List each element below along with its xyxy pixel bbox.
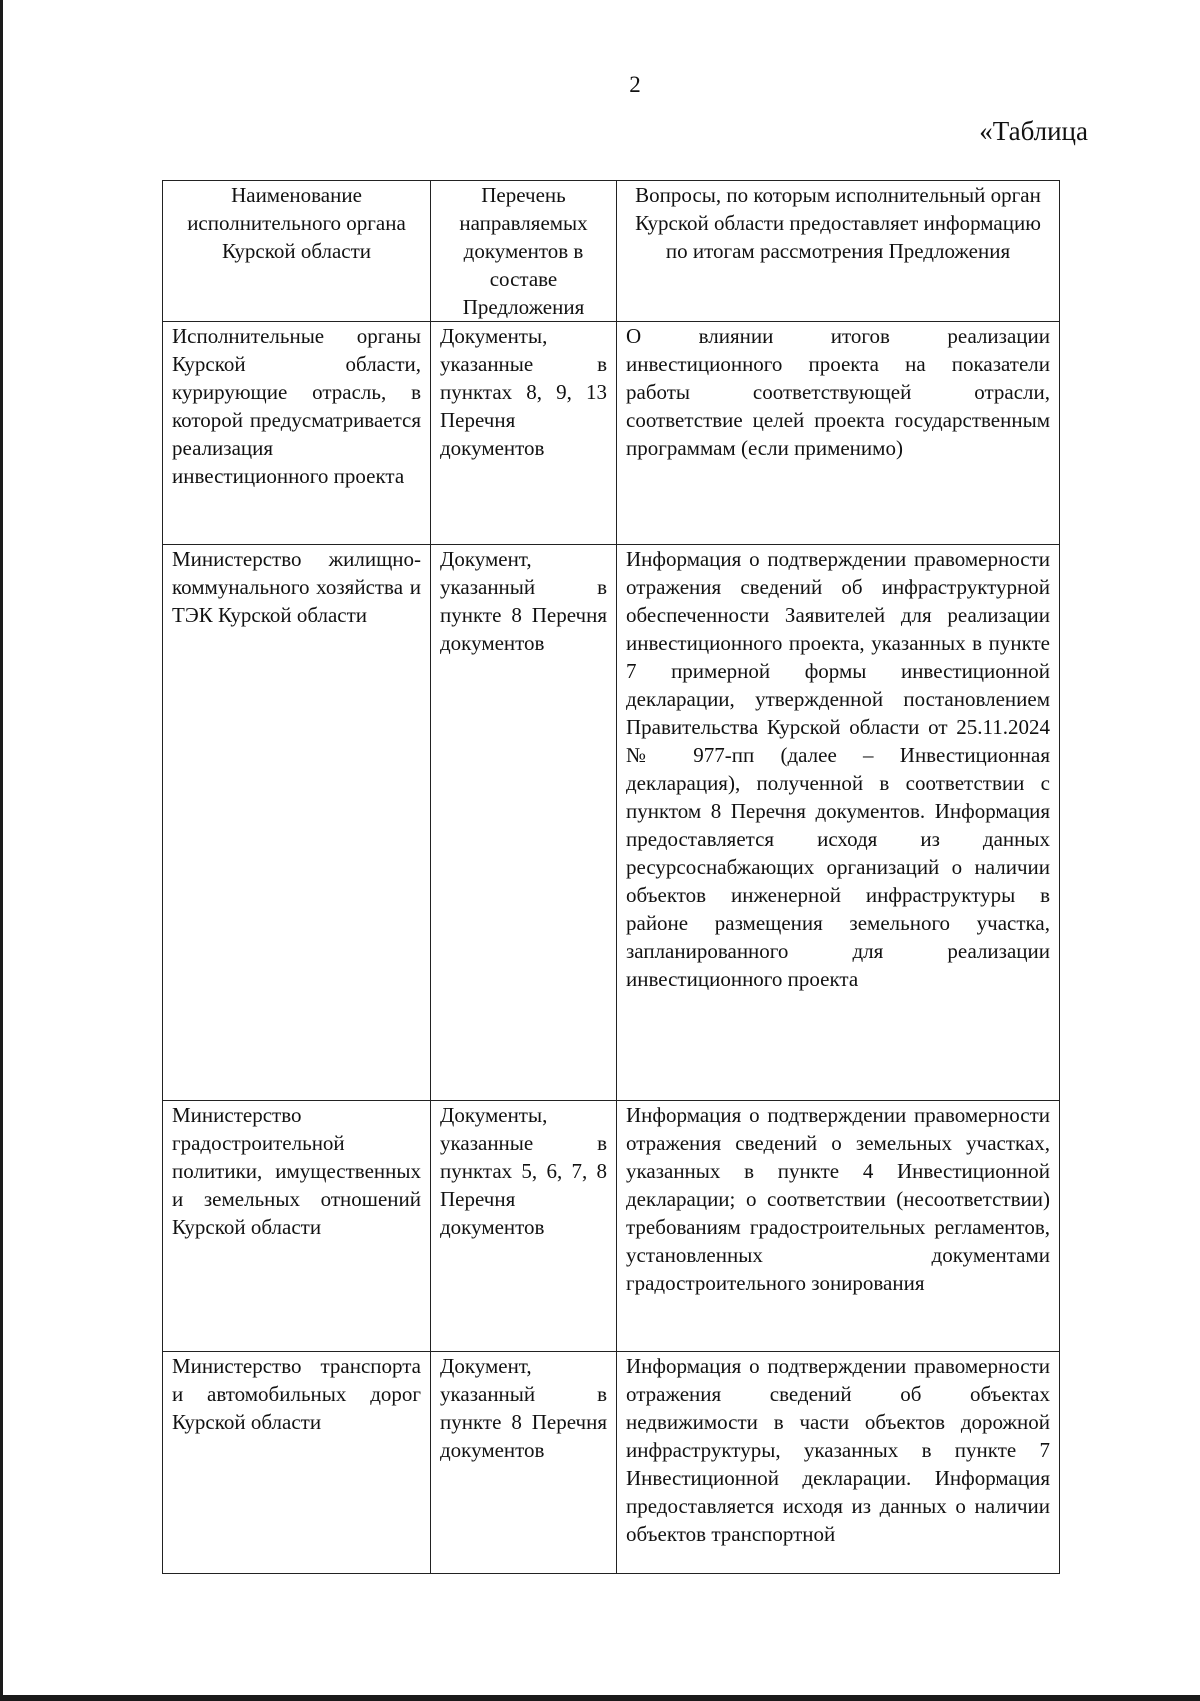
page-number: 2 bbox=[629, 72, 641, 97]
row-executive-body: Министерство транспорта и автомобильных дорог Курской области bbox=[163, 1352, 431, 1574]
row-executive-body: Исполнительные органы Курской области, курирующие отрасль, в которой предусматривается реализация инвестиционного проекта bbox=[163, 322, 431, 545]
row-documents: Документ, указанный в пункте 8 Перечня документов bbox=[431, 545, 617, 1101]
row-executive-body: Министерство жилищно-коммунального хозяйства и ТЭК Курской области bbox=[163, 545, 431, 1101]
table-row bbox=[163, 322, 1060, 545]
scan-left-edge bbox=[0, 0, 3, 1701]
header-cell-executive-body: Наименование исполнительного органа Курской области bbox=[163, 181, 431, 322]
table-row bbox=[163, 1352, 1060, 1574]
scan-bottom-edge bbox=[0, 1695, 1200, 1701]
table-row bbox=[163, 545, 1060, 1101]
header-cell-documents-list: Перечень направляемых документов в составе Предложения bbox=[431, 181, 617, 322]
row-documents: Документы, указанные в пунктах 8, 9, 13 Перечня документов bbox=[431, 322, 617, 545]
table-header-row bbox=[163, 181, 1060, 322]
row-executive-body: Министерство градостроительной политики, имущественных и земельных отношений Курской области bbox=[163, 1101, 431, 1352]
row-questions: Информация о подтверждении правомерности отражения сведений о земельных участках, указанных в пункте 4 Инвестиционной декларации; о соответствии (несоответствии) требованиям градостроительных регламентов, установленных документами градостроительного зонирования bbox=[617, 1101, 1060, 1352]
table-row bbox=[163, 1101, 1060, 1352]
table-caption: «Таблица bbox=[979, 116, 1088, 146]
row-questions: Информация о подтверждении правомерности отражения сведений об инфраструктурной обеспеченности Заявителей для реализации инвестиционного проекта, указанных в пункте 7 примерной формы инвестиционной декларации, утвержденной постановлением Правительства Курской области от 25.11.2024 № 977-пп (далее – Инвестиционная декларация), полученной в соответствии с пунктом 8 Перечня документов. Информация предоставляется исходя из данных ресурсоснабжающих организаций о наличии объектов инженерной инфраструктуры в районе размещения земельного участка, запланированного для реализации инвестиционного проекта bbox=[617, 545, 1060, 1101]
documents-table bbox=[162, 180, 1060, 1574]
row-documents: Документы, указанные в пунктах 5, 6, 7, 8 Перечня документов bbox=[431, 1101, 617, 1352]
row-questions: О влиянии итогов реализации инвестиционного проекта на показатели работы соответствующей отрасли, соответствие целей проекта государственным программам (если применимо) bbox=[617, 322, 1060, 545]
header-cell-questions: Вопросы, по которым исполнительный орган Курской области предоставляет информацию по итогам рассмотрения Предложения bbox=[617, 181, 1060, 322]
row-documents: Документ, указанный в пункте 8 Перечня документов bbox=[431, 1352, 617, 1574]
row-questions: Информация о подтверждении правомерности отражения сведений об объектах недвижимости в части объектов дорожной инфраструктуры, указанных в пункте 7 Инвестиционной декларации. Информация предоставляется исходя из данных о наличии объектов транспортной bbox=[617, 1352, 1060, 1574]
